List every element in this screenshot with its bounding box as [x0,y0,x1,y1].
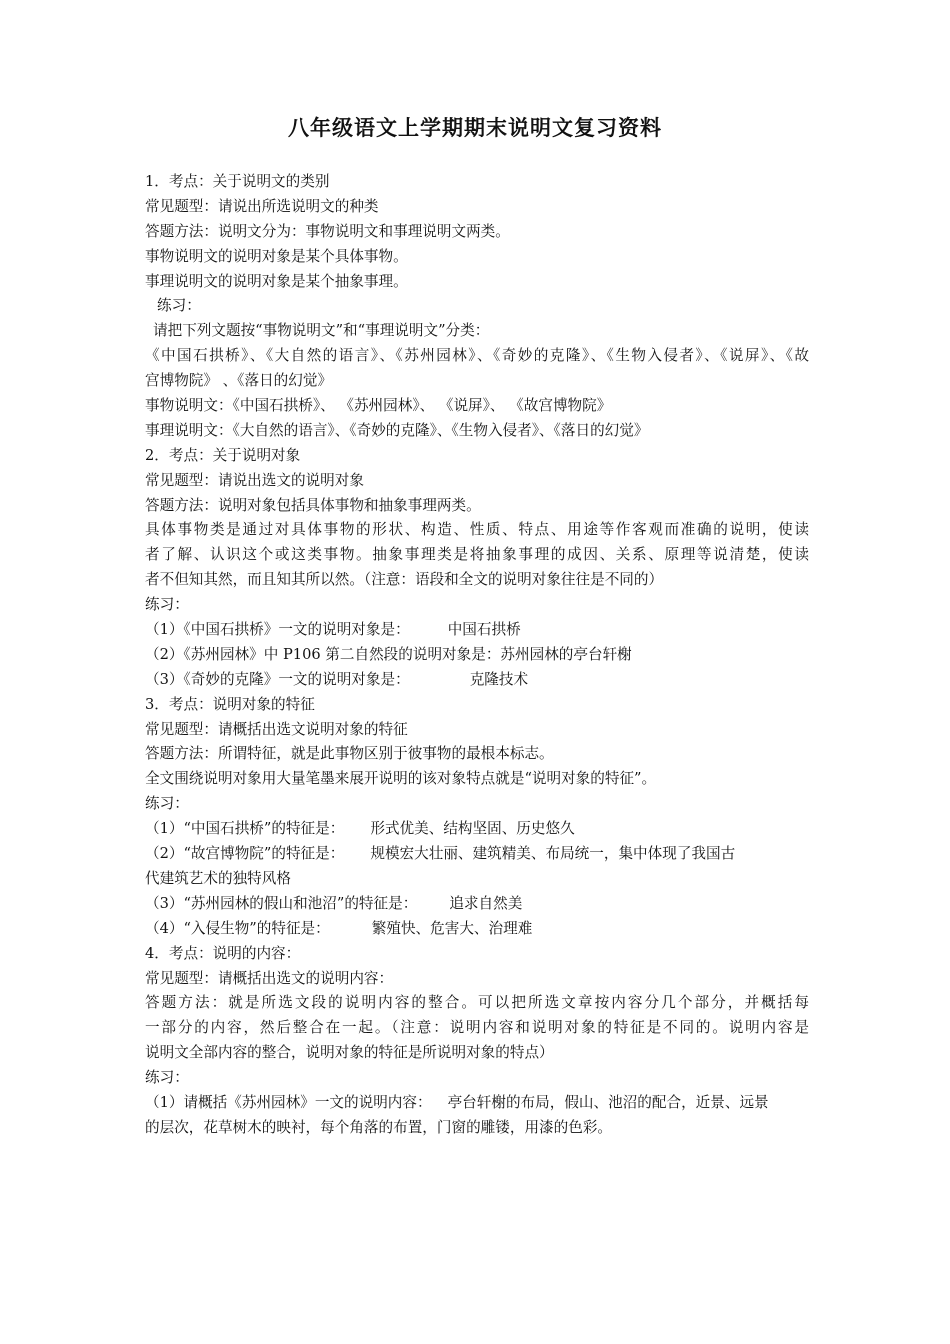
exercise-item: （2）《苏州园林》中 P106 第二自然段的说明对象是：苏州园林的亭台轩榭 [145,645,632,663]
exercise-item [145,842,809,867]
exercise-item [145,917,809,942]
exercise-question: （1）“中国石拱桥”的特征是： [145,820,345,838]
document-body [145,170,809,1141]
section-3-heading: 3．考点：说明对象的特征 [145,695,315,713]
exercise-label: 练习： [145,596,189,614]
exercise-prompt: 请把下列文题按“事物说明文”和“事理说明文”分类： [153,322,490,340]
paragraph-line: 事物说明文的说明对象是某个具体事物。 [145,247,408,265]
section-1-heading: 1．考点：关于说明文的类别 [145,173,330,190]
answer-method: 答题方法：就是所选文段的说明内容的整合。可以把所选文章按内容分几个部分，并概括每 [145,994,809,1012]
exercise-answer-cont: 的层次，花草树木的映衬，每个角落的布置，门窗的雕镂，用漆的色彩。 [145,1118,613,1136]
question-type: 常见题型：请概括出选文说明对象的特征 [145,720,408,738]
exercise-answer: 亭台轩榭的布局，假山、池沼的配合，近景、远景 [447,1093,769,1111]
document-title: 八年级语文上学期期末说明文复习资料 [288,116,662,140]
answer-method: 答题方法：说明文分为：事物说明文和事理说明文两类。 [145,222,510,240]
title-list-line: 宫博物院》 、《落日的幻觉》 [145,372,333,390]
exercise-answer: 形式优美、结构坚固、历史悠久 [370,820,575,838]
exercise-item [145,618,809,643]
paragraph-line: 说明文全部内容的整合，说明对象的特征是所说明对象的特点） [145,1044,554,1062]
answer-line: 事理说明文：《大自然的语言》、《奇妙的克隆》、《生物入侵者》、《落日的幻觉》 [145,421,649,439]
paragraph-line: 具体事物类是通过对具体事物的形状、构造、性质、特点、用途等作客观而准确的说明，使读 [145,521,809,539]
exercise-answer: 繁殖快、危害大、治理难 [371,919,533,937]
answer-method: 答题方法：所谓特征，就是此事物区别于彼事物的最根本标志。 [145,745,554,763]
paragraph-line: 一部分的内容，然后整合在一起。（注意：说明内容和说明对象的特征是不同的。说明内容是 [145,1019,809,1037]
question-type: 常见题型：请说出选文的说明对象 [145,471,364,489]
exercise-question: （1）请概括《苏州园林》一文的说明内容： [145,1093,432,1111]
exercise-question: （3）“苏州园林的假山和池沼”的特征是： [145,894,418,912]
title-list-line: 《中国石拱桥》、《大自然的语言》、《苏州园林》、《奇妙的克隆》、《生物入侵者》、《说屏》、《故 [145,347,809,365]
section-4-heading: 4．考点：说明的内容： [145,944,301,962]
exercise-question: （1）《中国石拱桥》一文的说明对象是： [145,621,410,639]
exercise-question: （4）“入侵生物”的特征是： [145,919,330,937]
exercise-answer: 中国石拱桥 [447,621,521,639]
paragraph-line: 者了解、认识这个或这类事物。抽象事理类是将抽象事理的成因、关系、原理等说清楚，使读 [145,546,809,564]
paragraph-line: 者不但知其然，而且知其所以然。（注意：语段和全文的说明对象往往是不同的） [145,571,664,589]
question-type: 常见题型：请概括出选文的说明内容： [145,969,394,987]
exercise-label: 练习： [145,795,189,813]
exercise-item [145,892,809,917]
exercise-answer: 克隆技术 [469,670,529,688]
exercise-question: （2）“故宫博物院”的特征是： [145,845,345,863]
paragraph-line: 全文围绕说明对象用大量笔墨来展开说明的该对象特点就是“说明对象的特征”。 [145,770,657,788]
exercise-label: 练习： [145,1069,189,1087]
exercise-answer: 规模宏大壮丽、建筑精美、布局统一，集中体现了我国古 [370,845,736,863]
answer-method: 答题方法：说明对象包括具体事物和抽象事理两类。 [145,496,481,514]
answer-line: 事物说明文：《中国石拱桥》、 《苏州园林》、 《说屏》、 《故宫博物院》 [145,397,612,415]
exercise-label: 练习： [157,297,201,315]
section-2-heading: 2．考点：关于说明对象 [145,446,301,464]
paragraph-line: 事理说明文的说明对象是某个抽象事理。 [145,272,408,290]
exercise-item [145,668,809,693]
exercise-item [145,1091,809,1116]
exercise-answer: 追求自然美 [449,894,523,912]
exercise-answer-cont: 代建筑艺术的独特风格 [145,869,291,887]
exercise-question: （3）《奇妙的克隆》一文的说明对象是： [145,670,410,688]
question-type: 常见题型：请说出所选说明文的种类 [145,197,379,215]
exercise-item [145,817,809,842]
